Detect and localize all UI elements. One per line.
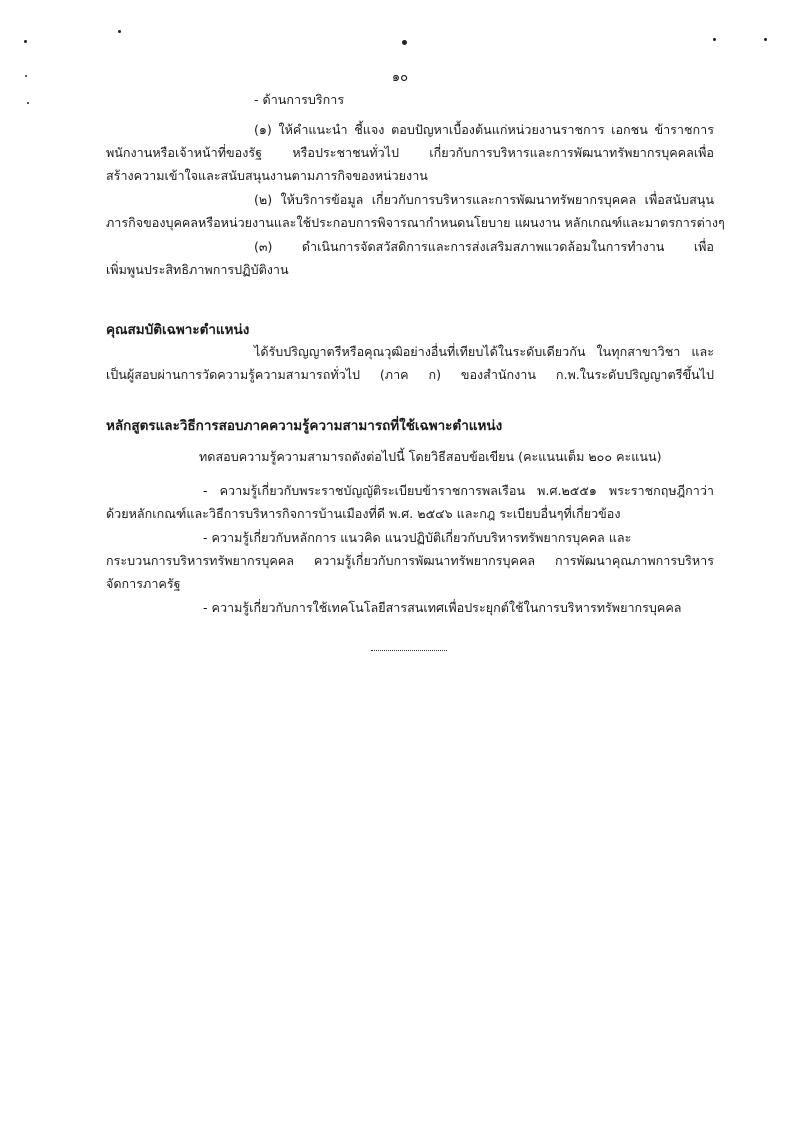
exam-bullet-1-line-2: ด้วยหลักเกณฑ์และวิธีการบริหารกิจการบ้านเมืองที่ดี พ.ศ. ๒๕๔๖ และกฎ ระเบียบอื่นๆที่เกี่ยวข้อง	[106, 506, 621, 521]
exam-bullet-2-line-1: - ความรู้เกี่ยวกับหลักการ แนวคิด แนวปฏิบัติเกี่ยวกับบริหารทรัพยากรบุคคล และ	[203, 530, 632, 545]
end-of-page-dotted-line	[371, 650, 447, 651]
scan-speck	[118, 30, 121, 33]
exam-bullet-1-line-1: - ความรู้เกี่ยวกับพระราชบัญญัติระเบียบข้าราชการพลเรือน พ.ศ.๒๕๕๑ พระราชกฤษฎีกาว่า	[203, 483, 714, 498]
qualification-line-2: เป็นผู้สอบผ่านการวัดความรู้ความสามารถทั่วไป (ภาค ก) ของสำนักงาน ก.พ.ในระดับปริญญาตรีขึ้นไป	[106, 367, 714, 382]
service-item-2-line-1: (๒) ให้บริการข้อมูล เกี่ยวกับการบริหารและการพัฒนาทรัพยากรบุคคล เพื่อสนับสนุน	[254, 192, 714, 207]
qualification-line-1: ได้รับปริญญาตรีหรือคุณวุฒิอย่างอื่นที่เทียบได้ในระดับเดียวกัน ในทุกสาขาวิชา และ	[254, 344, 714, 359]
exam-intro: ทดสอบความรู้ความสามารถดังต่อไปนี้ โดยวิธีสอบข้อเขียน (คะแนนเต็ม ๒๐๐ คะแนน)	[199, 449, 662, 464]
scan-speck	[713, 38, 716, 41]
scan-speck	[24, 40, 27, 43]
service-item-3-line-1: (๓) ดำเนินการจัดสวัสดิการและการส่งเสริมสภาพแวดล้อมในการทำงาน เพื่อ	[254, 239, 714, 254]
exam-bullet-2-line-2: กระบวนการบริหารทรัพยากรบุคคล ความรู้เกี่ยวกับการพัฒนาทรัพยากรบุคคล การพัฒนาคุณภาพการบริหาร	[106, 553, 714, 568]
service-item-1-line-3: สร้างความเข้าใจและสนับสนุนงานตามภารกิจของหน่วยงาน	[106, 168, 428, 183]
service-item-2-line-2: ภารกิจของบุคคลหรือหน่วยงานและใช้ประกอบการพิจารณากำหนดนโยบาย แผนงาน หลักเกณฑ์และมาตรการต่างๆ	[106, 215, 725, 230]
exam-bullet-2-line-3: จัดการภาครัฐ	[106, 576, 181, 591]
service-item-1-line-1: (๑) ให้คำแนะนำ ชี้แจง ตอบปัญหาเบื้องต้นแก่หน่วยงานราชการ เอกชน ข้าราชการ	[254, 122, 714, 137]
service-item-1-line-2: พนักงานหรือเจ้าหน้าที่ของรัฐ หรือประชาชนทั่วไป เกี่ยวกับการบริหารและการพัฒนาทรัพยากรบุคคลเพื่อ	[106, 145, 714, 160]
page-number: ๑๐	[391, 70, 409, 85]
scan-speck	[27, 102, 29, 104]
service-item-3-line-2: เพิ่มพูนประสิทธิภาพการปฏิบัติงาน	[106, 262, 289, 277]
exam-heading: หลักสูตรและวิธีการสอบภาคความรู้ความสามารถที่ใช้เฉพาะตำแหน่ง	[106, 418, 503, 434]
scan-speck	[402, 40, 407, 45]
scan-speck	[764, 38, 767, 41]
qualification-heading: คุณสมบัติเฉพาะตำแหน่ง	[106, 322, 250, 338]
service-label: - ด้านการบริการ	[254, 92, 345, 107]
exam-bullet-3-line-1: - ความรู้เกี่ยวกับการใช้เทคโนโลยีสารสนเทศเพื่อประยุกต์ใช้ในการบริหารทรัพยากรบุคคล	[203, 600, 682, 615]
